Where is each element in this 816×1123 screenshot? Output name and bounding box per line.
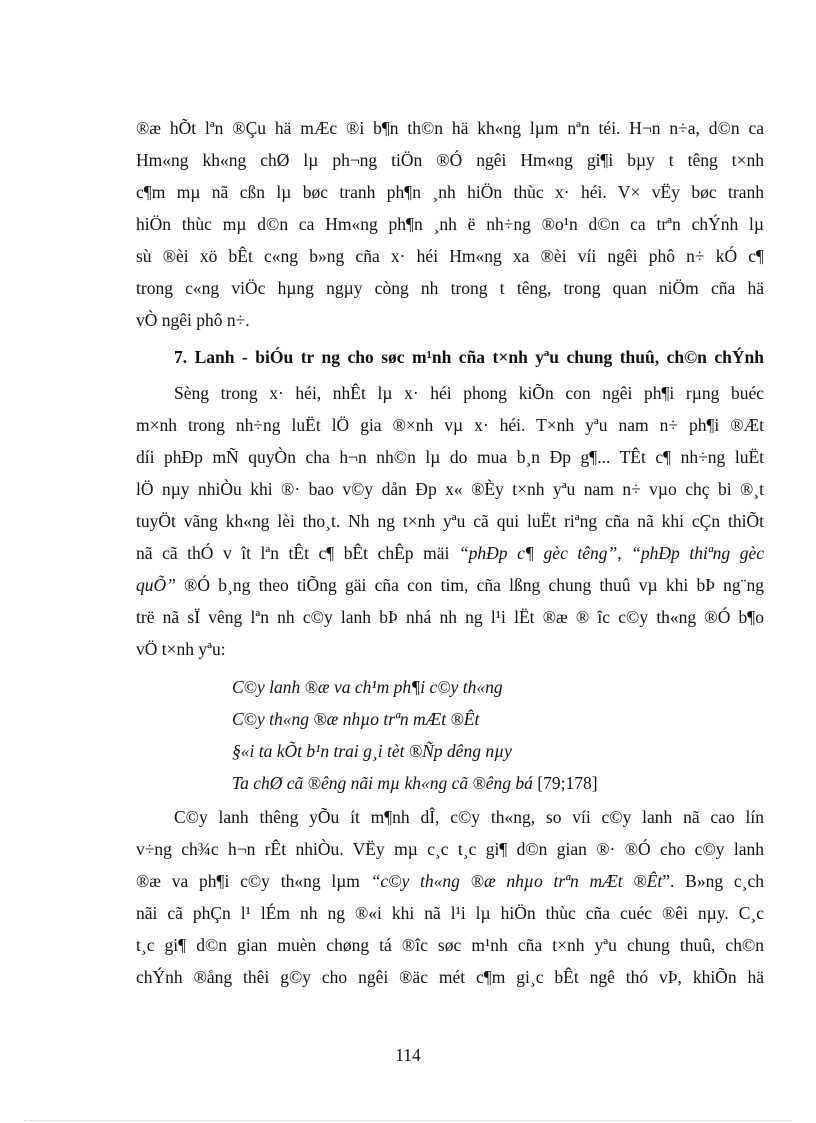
page-divider — [24, 1120, 792, 1121]
verse-line: C©y lanh ®æ va ch¹m ph¶i c©y th«ng — [232, 677, 503, 697]
quoted-phrase: “phÐp c¶ gèc têng”, “phÐp thiªng gèc — [458, 543, 764, 563]
paragraph-line: tuyÖt vãng kh«ng lèi tho¸t. Nh ng t×nh yªu cã qui luËt riªng cña nã khi cÇn thiÕt — [136, 511, 764, 531]
verse-line: C©y th«ng ®æ nhµo trªn mÆt ®Êt — [232, 709, 480, 729]
paragraph-line: trë nã sÏ vêng lªn nh c©y lanh bÞ nhá nh ng l¹i lËt ®æ ® îc c©y th«ng ®Ó b¶o — [136, 607, 764, 627]
paragraph-line: vÒ ngêi phô n÷. — [136, 310, 250, 330]
paragraph-line: sù ®èi xö bÊt c«ng b»ng cña x· héi Hm«ng xa ®èi víi ngêi phô n÷ kÓ c¶ — [136, 246, 764, 266]
paragraph-line: vÖ t×nh yªu: — [136, 639, 226, 659]
paragraph-line: díi phÐp mÑ quyÒn cha h¬n nh©n lµ do mua b¸n Ðp g¶... TÊt c¶ nh÷ng luËt — [136, 447, 764, 467]
verse-text: Ta chØ cã ®êng nãi mµ kh«ng cã ®êng bá — [232, 773, 533, 793]
paragraph-line: v÷ng ch¾c h¬n rÊt nhiÒu. VËy mµ c¸c t¸c gi¶ d©n gian ®· ®Ó cho c©y lanh — [136, 839, 764, 859]
text-run: ”. B»ng c¸ch — [662, 871, 764, 891]
text-run: nã cã thÓ v ît lªn tÊt c¶ bÊt chÊp mäi — [136, 543, 459, 563]
paragraph-line: chÝnh ®ång thêi g©y cho ngêi ®äc mét c¶m gi¸c bÊt ngê thó vÞ, khiÕn hä — [136, 967, 764, 987]
paragraph-line: m×nh trong nh÷ng luËt lÖ gia ®×nh vµ x· héi. T×nh yªu nam n÷ ph¶i ®Æt — [136, 415, 764, 435]
quoted-phrase: quÕ” — [136, 575, 176, 595]
text-run: ®æ va ph¶i c©y th«ng lµm — [136, 871, 371, 891]
citation: [79;178] — [532, 773, 598, 793]
paragraph-line: c¶m mµ nã cßn lµ bøc tranh ph¶n ¸nh hiÖn thùc x· héi. V× vËy bøc tranh — [136, 182, 764, 202]
paragraph-line: C©y lanh thêng yÕu ít m¶nh dÎ, c©y th«ng, so víi c©y lanh nã cao lín — [174, 807, 764, 827]
section-heading: 7. Lanh - biÓu tr ng cho søc m¹nh cña t×nh yªu chung thuû, ch©n chÝnh — [174, 347, 764, 367]
paragraph-line: trong c«ng viÖc hµng ngµy còng nh trong t têng, trong quan niÖm cña hä — [136, 278, 764, 298]
paragraph-line: lÖ nµy nhiÒu khi ®· bao v©y dån Ðp x« ®Èy t×nh yªu nam n÷ vµo chç bi ®¸t — [136, 479, 764, 499]
paragraph-line: Hm«ng kh«ng chØ lµ ph¬ng tiÖn ®Ó ngêi Hm«ng gi¶i bµy t têng t×nh — [136, 150, 764, 170]
quoted-phrase: “c©y th«ng ®æ nhµo trªn mÆt ®Êt — [370, 871, 663, 891]
paragraph-line: t¸c gi¶ d©n gian muèn chøng tá ®îc søc m¹nh cña t×nh yªu chung thuû, ch©n — [136, 935, 764, 955]
text-run: ®Ó b¸ng theo tiÕng gäi cña con tim, cña lßng chung thuû vµ khi bÞ ng¨ng — [175, 575, 764, 595]
paragraph-line: hiÖn thùc mµ d©n ca Hm«ng ph¶n ¸nh ë nh÷ng ®o¹n d©n ca trªn chÝnh lµ — [136, 214, 764, 234]
paragraph-line — [136, 543, 764, 563]
page-number: 114 — [395, 1045, 421, 1065]
paragraph-line — [136, 575, 764, 595]
paragraph-line — [136, 871, 764, 891]
paragraph-line: Sèng trong x· héi, nhÊt lµ x· héi phong kiÕn con ngêi ph¶i rµng buéc — [174, 383, 764, 403]
verse-line — [232, 773, 598, 793]
paragraph-line: nãi cã phÇn l¹ lÉm nh ng ®«i khi nã l¹i lµ hiÖn thùc cña cuéc ®êi nµy. C¸c — [136, 903, 764, 923]
verse-line: §«i ta kÕt b¹n trai g¸i tèt ®Ñp dêng nµy — [232, 741, 512, 761]
paragraph-line: ®æ hÕt lªn ®Çu hä mÆc ®i b¶n th©n hä kh«ng lµm nªn téi. H¬n n÷a, d©n ca — [136, 118, 764, 138]
